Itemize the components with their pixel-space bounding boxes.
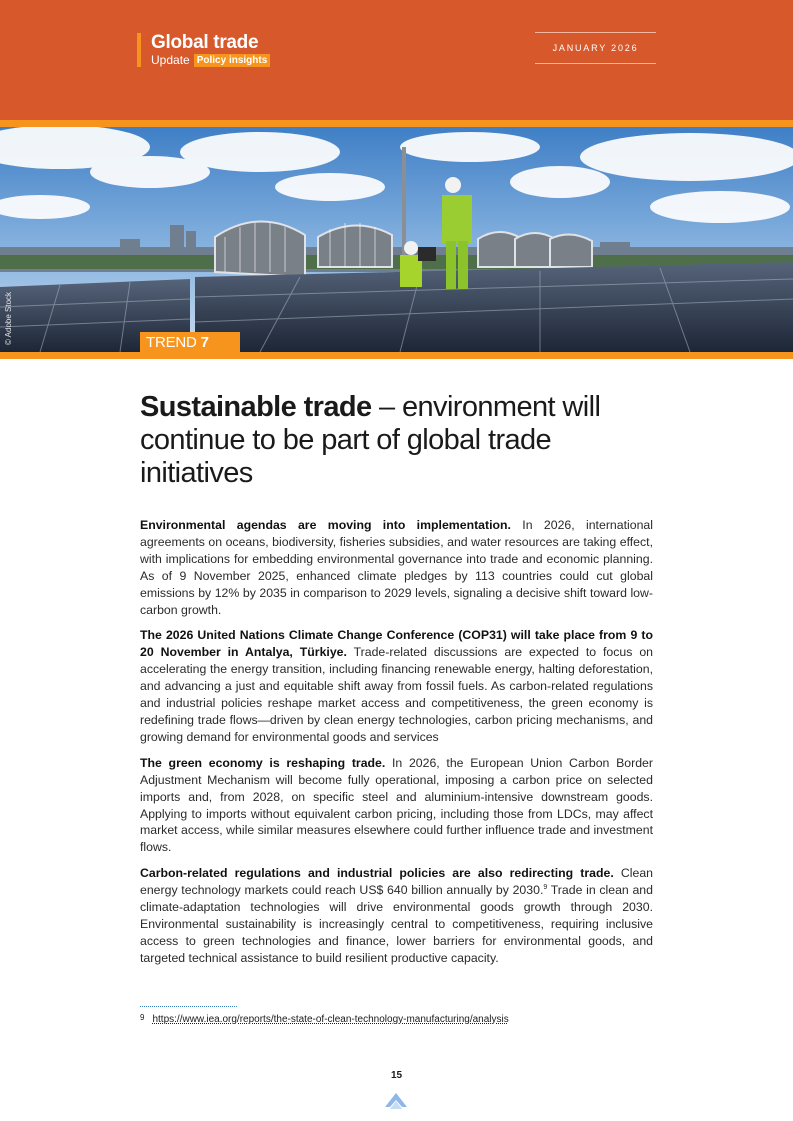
brand-sub-label: Update xyxy=(151,53,190,67)
page-number: 15 xyxy=(390,1070,403,1081)
accent-stripe-top xyxy=(0,120,793,127)
page-title xyxy=(140,391,620,490)
paragraph xyxy=(140,755,653,856)
article-body xyxy=(140,517,653,976)
hero-image xyxy=(0,127,793,352)
brand-subtitle xyxy=(151,53,270,67)
photo-credit: © Adobe Stock xyxy=(4,291,13,345)
paragraph-lead: The green economy is reshaping trade. xyxy=(140,755,386,770)
trend-label xyxy=(140,332,240,354)
paragraph xyxy=(140,865,653,966)
page-header xyxy=(0,0,793,120)
trend-number: 7 xyxy=(200,334,209,351)
paragraph-text: In 2026, international agreements on oceans, biodiversity, fisheries subsidies, and water resources are taking effect, with implications for embedding environmental governance into trade and economic planning. As of 9 November 2025, enhanced climate pledges by 113 countries could cut global emissions by 12% by 2035 in comparison to 2029 levels, signaling a decisive shift toward low-carbon growth. xyxy=(140,518,653,617)
paragraph-text: Trade-related discussions are expected to focus on accelerating the energy transition, including financing renewable energy, halting deforestation, and advancing a just and equitable shift away from fossil fuels. As carbon-related regulations and industrial policies reshape market access and competitiveness, the green economy is redefining trade flows—driven by clean energy technologies, carbon pricing mechanisms, and growing demand for environmental goods and services xyxy=(140,645,653,744)
footnote-link[interactable]: https://www.iea.org/reports/the-state-of-clean-technology-manufacturing/analysis xyxy=(152,1014,509,1025)
paragraph-text: Clean energy technology markets could reach US$ 640 billion annually by 2030. xyxy=(140,866,653,898)
trend-word: TREND xyxy=(146,334,197,351)
back-to-top-icon[interactable] xyxy=(384,1090,408,1114)
paragraph-text: Trade in clean and climate-adaptation technologies will drive environmental goods growth through 2030. Environmental sustainability is increasingly central to competitiveness, requiring inclusive access to green technologies and finance, lower barriers for environmental goods, and targeted technical assistance to build resilient productive capacity. xyxy=(140,883,653,965)
brand-badge: Policy insights xyxy=(194,54,271,67)
title-rest: – environment will continue to be part of global trade initiatives xyxy=(140,391,601,489)
accent-stripe-bottom xyxy=(0,352,793,359)
paragraph xyxy=(140,517,653,618)
issue-date: JANUARY 2026 xyxy=(535,32,656,64)
footnote xyxy=(140,1013,509,1025)
paragraph-lead: The 2026 United Nations Climate Change Conference (COP31) will take place from 9 to 20 November in Antalya, Türkiye. xyxy=(140,628,653,660)
footnote-ref[interactable]: 9 xyxy=(543,884,548,892)
paragraph-lead: Carbon-related regulations and industrial policies are also redirecting trade. xyxy=(140,866,614,881)
footnote-divider xyxy=(140,1006,237,1007)
title-bold: Sustainable trade xyxy=(140,391,372,423)
paragraph-text: In 2026, the European Union Carbon Border Adjustment Mechanism will become fully operational, imposing a carbon price on selected imports and, from 2028, on specific steel and aluminium-intensive downstream goods. Applying to imports without equivalent carbon pricing, including those from LDCs, may affect market access, while similar measures elsewhere could further influence trade and investment flows. xyxy=(140,755,653,855)
brand-title: Global trade xyxy=(151,32,259,53)
footnote-number: 9 xyxy=(140,1013,145,1022)
paragraph-lead: Environmental agendas are moving into implementation. xyxy=(140,518,511,532)
brand-logo xyxy=(137,33,270,67)
paragraph xyxy=(140,627,653,745)
